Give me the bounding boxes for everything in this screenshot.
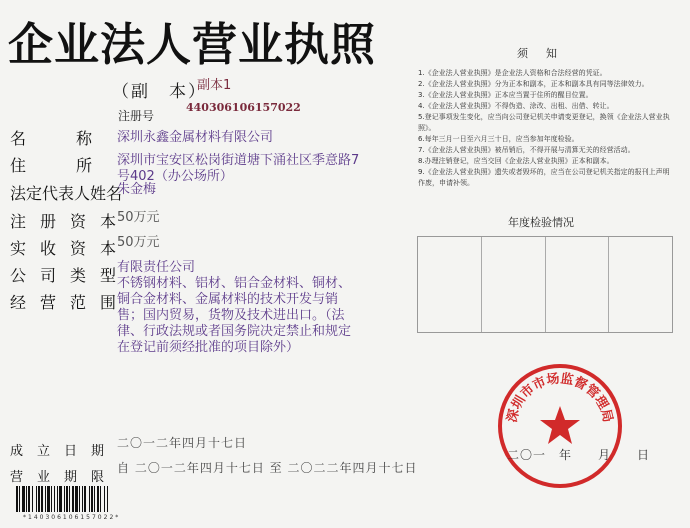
notice-list [418,68,673,189]
registered-capital-value: 50万元 [117,210,160,225]
notice-item: 2.《企业法人营业执照》分为正本和副本，正本和副本具有同等法律效力。 [418,80,649,88]
seal-date: 二〇一 年 月 日 [507,448,651,462]
established-date-value: 二〇一二年四月十七日 [117,436,248,450]
name-label: 名称 [10,129,143,148]
notice-item: 7.《企业法人营业执照》被吊销后，不得开展与清算无关的经营活动。 [418,146,635,154]
business-scope-value: 不锈钢材料、铝材、铝合金材料、铜材、铜合金材料、金属材料的技术开发与销售；国内贸易，货物及技术进出口。（法律、行政法规或者国务院决定禁止和规定在登记前须经批准的项目除外） [117,276,352,355]
inspection-cell [546,237,610,332]
notice-item: 6.每年三月一日至六月三十日，应当参加年度检验。 [418,135,579,143]
notice-item: 5.登记事项发生变化，应当向公司登记机关申请变更登记，换领《企业法人营业执照》。 [418,113,670,132]
registration-number-label: 注册号 [118,109,155,123]
notice-item: 1.《企业法人营业执照》是企业法人资格和合法经营的凭证。 [418,69,607,77]
annual-inspection-title: 年度检验情况 [508,216,574,229]
notice-title: 须知 [517,47,575,60]
registered-capital-label: 注册资本 [10,212,131,231]
name-value: 深圳永鑫金属材料有限公司 [117,130,274,145]
address-value: 深圳市宝安区松岗街道塘下涌社区季意路7号402（办公场所） [117,153,360,184]
inspection-cell [609,237,672,332]
annual-inspection-grid [417,236,673,333]
notice-item: 4.《企业法人营业执照》不得伪造、涂改、出租、出借、转让。 [418,102,614,110]
legal-representative-value: 朱金梅 [117,182,157,197]
notice-item: 3.《企业法人营业执照》正本应当置于住所的醒目位置。 [418,91,593,99]
inspection-cell [482,237,546,332]
official-seal-icon [496,362,624,490]
copy-label: （副 本） [112,82,207,102]
paid-capital-value: 50万元 [117,235,160,250]
registration-number: 440306106157022 [186,101,301,114]
document-title: 企业法人营业执照 [8,18,377,71]
notice-item: 8.办理注销登记，应当交回《企业法人营业执照》正本和副本。 [418,157,614,165]
paid-capital-label: 实收资本 [10,239,131,258]
seal-text: 深圳市市场监督管理局 [504,371,616,424]
copy-stamp: 副本1 [197,78,232,93]
established-date-label: 成立日期 [10,444,119,459]
barcode-number: *140306106157022* [23,514,121,521]
notice-item: 9.《企业法人营业执照》遗失或者毁坏的，应当在公司登记机关指定的报刊上声明作废，申请补领。 [418,168,670,187]
business-term-label: 营业期限 [10,470,119,485]
company-type-value: 有限责任公司 [117,260,196,275]
inspection-cell [418,237,482,332]
business-scope-label: 经营范围 [10,293,131,312]
barcode-icon [14,486,162,516]
address-label: 住所 [10,156,143,175]
company-type-label: 公司类型 [10,266,131,285]
business-term-value: 自 二〇一二年四月十七日 至 二〇二二年四月十七日 [117,461,418,475]
legal-representative-label: 法定代表人姓名 [10,184,123,203]
